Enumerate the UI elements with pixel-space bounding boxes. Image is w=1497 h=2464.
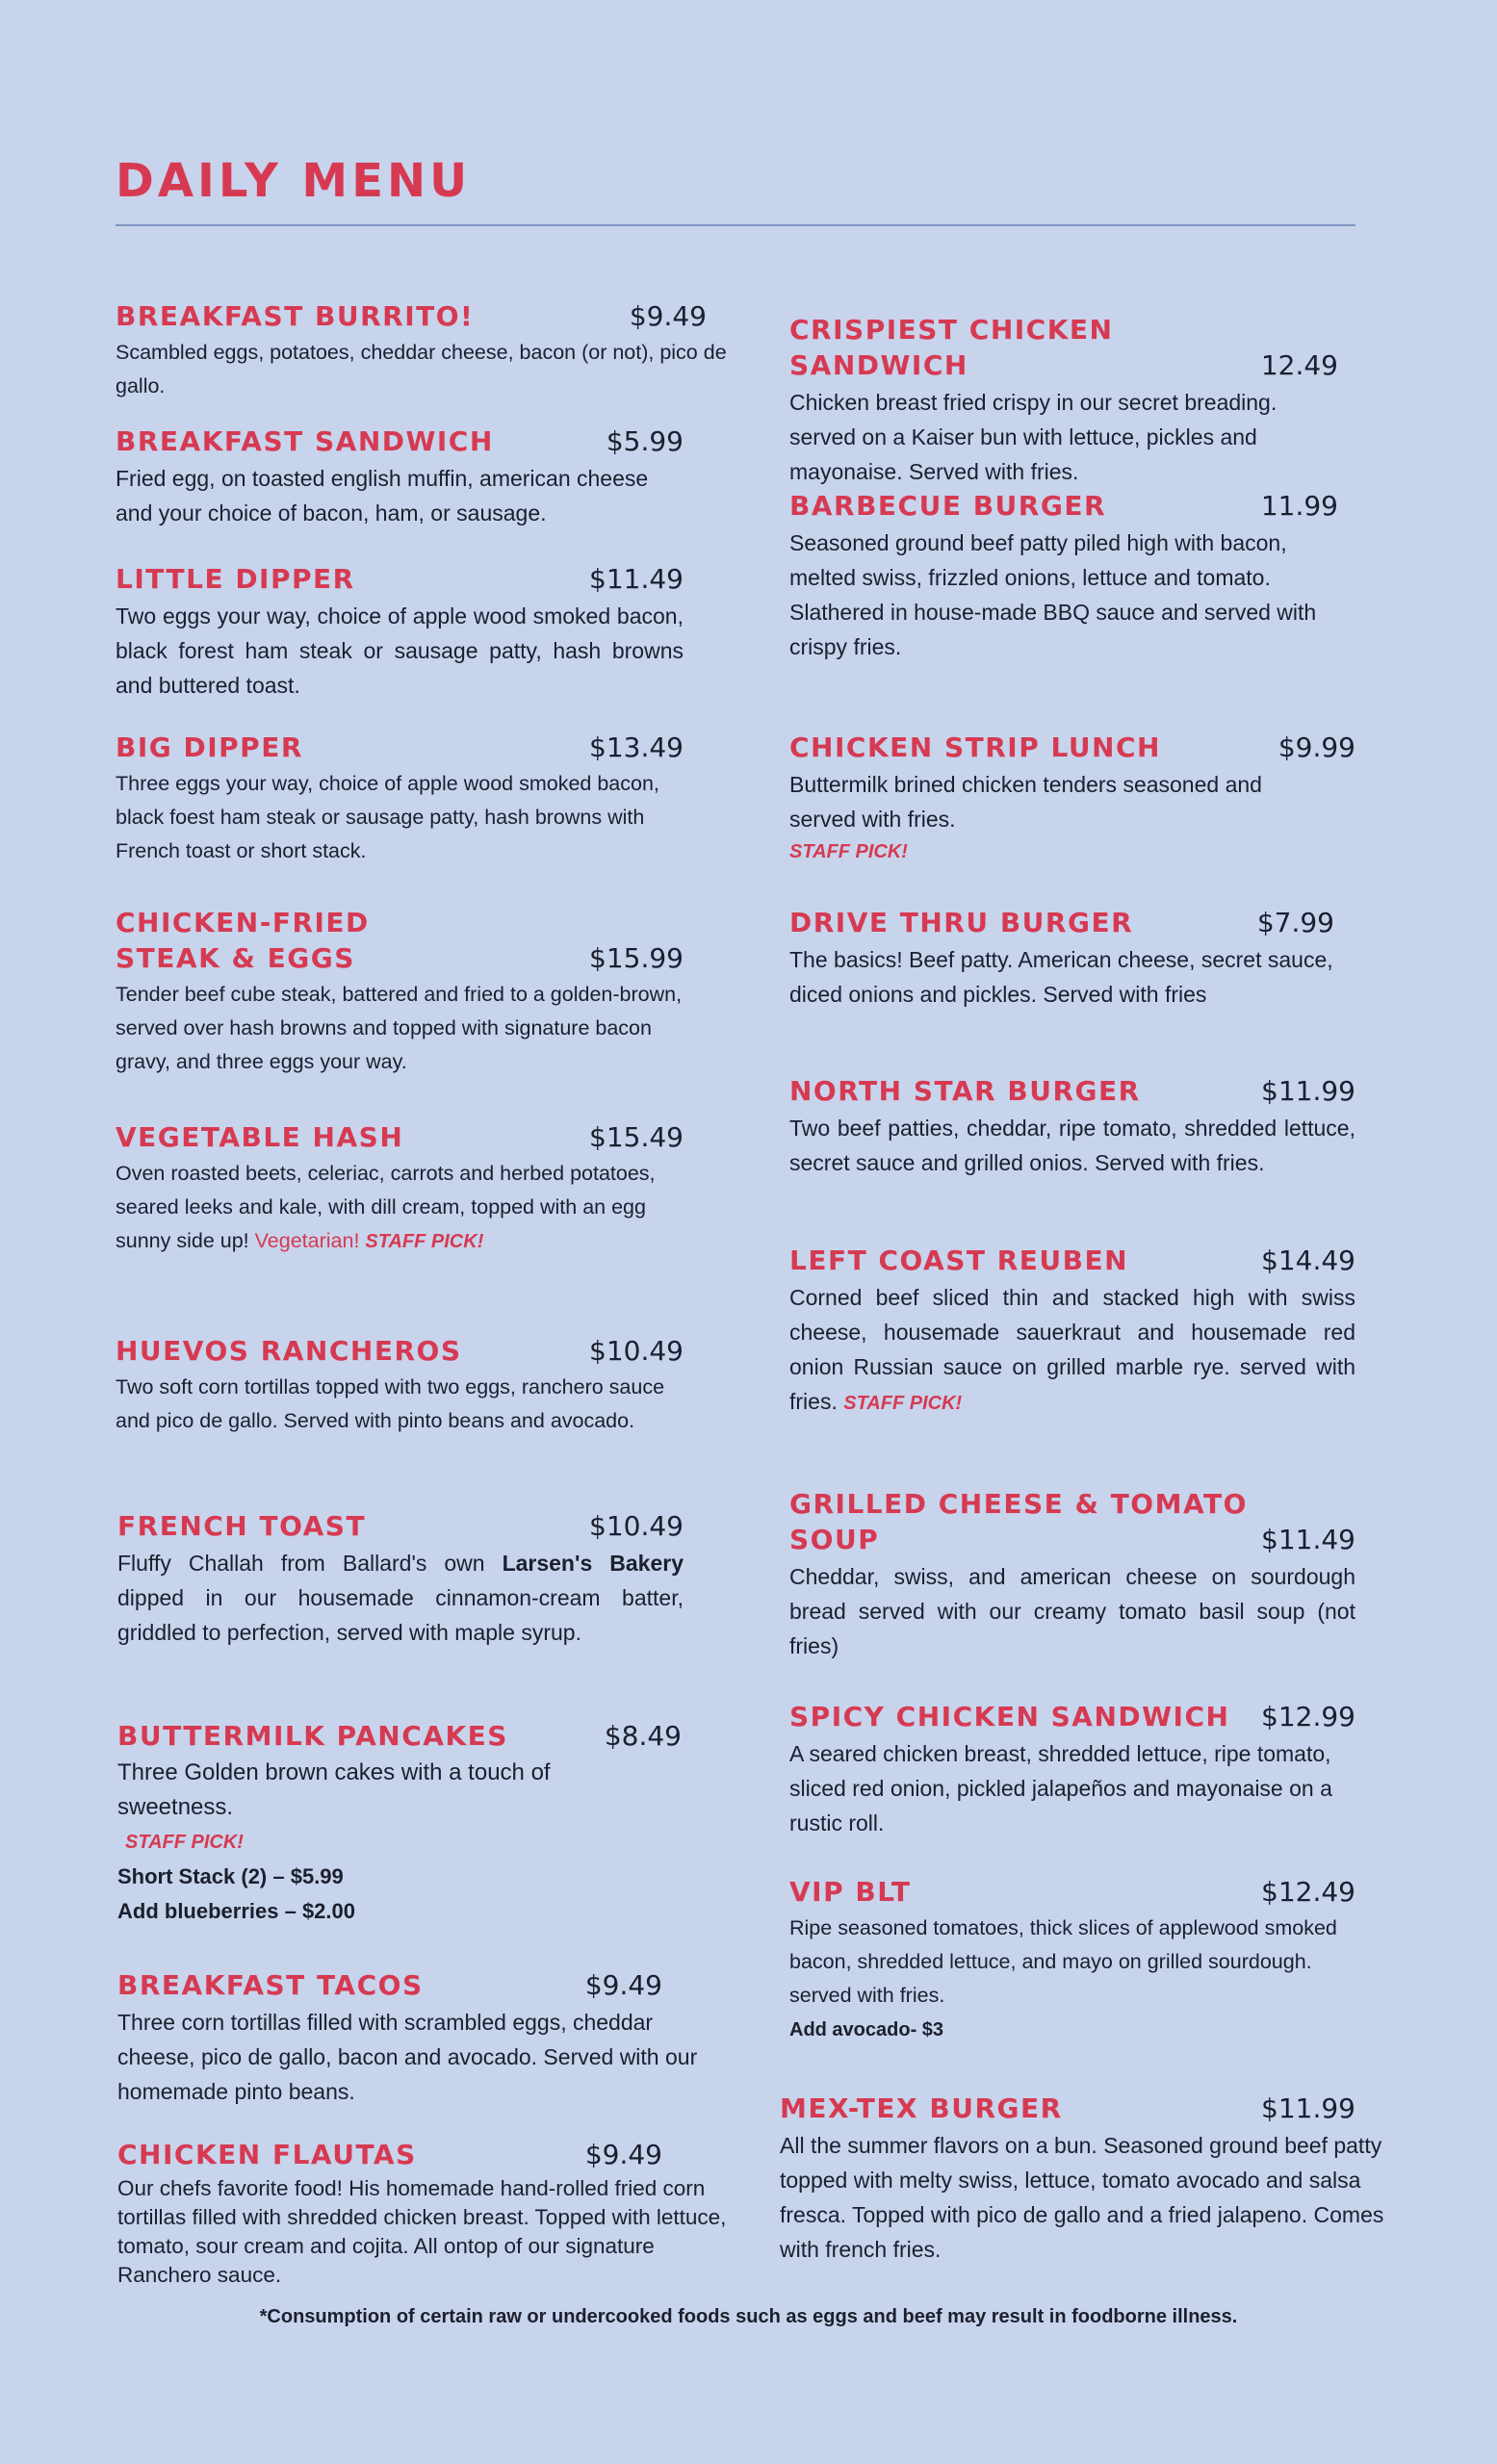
item-name: BARBECUE BURGER — [789, 490, 1107, 522]
avocado-addon: Add avocado- $3 — [789, 2019, 944, 2040]
item-name-line1: CHICKEN-FRIED — [116, 907, 370, 938]
item-price: $13.49 — [589, 732, 684, 763]
item-name: BREAKFAST SANDWICH — [116, 425, 494, 457]
item-price: 12.49 — [1260, 349, 1338, 381]
item-description: Three corn tortillas filled with scrambled eggs, cheddar cheese, pico de gallo, bacon and avocado. Served with our homemade pinto beans. — [117, 2010, 698, 2104]
item-description: Two beef patties, cheddar, ripe tomato, shredded lettuce, secret sauce and grilled onios. Served with fries. — [789, 1116, 1355, 1175]
item-name: FRENCH TOAST — [117, 1510, 367, 1542]
item-price: $9.99 — [1278, 732, 1355, 763]
item-name: VIP BLT — [789, 1876, 912, 1908]
staff-pick-badge: STAFF PICK! — [843, 1393, 963, 1414]
item-description: Seasoned ground beef patty piled high with bacon, melted swiss, frizzled onions, lettuce and tomato. Slathered in house-made BBQ sauce and served with crispy fries. — [789, 530, 1317, 659]
item-name: SPICY CHICKEN SANDWICH — [789, 1701, 1230, 1732]
item-price: 11.99 — [1260, 490, 1338, 522]
menu-title: DAILY MENU — [116, 154, 472, 208]
item-price: $5.99 — [606, 425, 684, 457]
menu-item-mex-tex-burger — [780, 2091, 1413, 2267]
item-name: CRISPIEST CHICKEN SANDWICH — [789, 314, 1114, 381]
menu-item-vip-blt — [789, 1874, 1355, 2047]
food-safety-disclaimer: *Consumption of certain raw or undercooked foods such as eggs and beef may result in foodborne illness. — [259, 2306, 1238, 2327]
item-description: The basics! Beef patty. American cheese, secret sauce, diced onions and pickles. Served with fries — [789, 947, 1333, 1007]
menu-item-crispiest-chicken — [789, 312, 1338, 489]
item-name: BIG DIPPER — [116, 732, 303, 763]
item-description — [117, 1546, 684, 1650]
menu-item-north-star-burger — [789, 1073, 1355, 1180]
blueberries-option: Add blueberries – $2.00 — [117, 1899, 355, 1923]
item-price: $10.49 — [589, 1335, 684, 1367]
menu-item-barbecue-burger — [789, 488, 1355, 664]
item-description — [789, 1280, 1355, 1421]
item-price: $15.49 — [589, 1121, 684, 1153]
item-price: $15.99 — [589, 942, 684, 974]
item-price: $11.49 — [1261, 1524, 1355, 1555]
item-description — [116, 1157, 684, 1259]
item-name: VEGETABLE HASH — [116, 1121, 404, 1153]
item-description: Three eggs your way, choice of apple wood smoked bacon, black foest ham steak or sausage patty, hash browns with French toast or short stack. — [116, 772, 659, 862]
menu-item-drive-thru-burger — [789, 905, 1355, 1012]
menu-item-french-toast — [117, 1508, 684, 1650]
item-name: MEX-TEX BURGER — [780, 2092, 1063, 2124]
item-description: Fried egg, on toasted english muffin, american cheese and your choice of bacon, ham, or sausage. — [116, 466, 649, 526]
item-name-line2: STEAK & EGGS — [116, 942, 355, 974]
item-name: HUEVOS RANCHEROS — [116, 1335, 462, 1367]
item-name: CHICKEN FLAUTAS — [117, 2139, 417, 2170]
menu-item-buttermilk-pancakes — [117, 1718, 684, 1929]
item-price: $11.49 — [589, 563, 684, 595]
item-name: BREAKFAST TACOS — [117, 1969, 424, 2001]
description-text: Fluffy Challah from Ballard's own — [117, 1551, 503, 1576]
item-description: A seared chicken breast, shredded lettuce, ripe tomato, sliced red onion, pickled jalapeños and mayonaise on a rustic roll. — [789, 1741, 1332, 1835]
description-text: Corned beef sliced thin and stacked high with swiss cheese, housemade sauerkraut and housemade red onion Russian sauce on grilled marble rye. served with fries. — [789, 1285, 1355, 1414]
item-name: BREAKFAST BURRITO! — [116, 300, 475, 332]
menu-item-breakfast-tacos — [117, 1967, 707, 2109]
item-description: Scambled eggs, potatoes, cheddar cheese, bacon (or not), pico de gallo. — [116, 341, 727, 398]
item-name: NORTH STAR BURGER — [789, 1075, 1141, 1107]
menu-item-chicken-fried-steak — [116, 905, 684, 1079]
item-name: DRIVE THRU BURGER — [789, 907, 1134, 938]
item-description: Buttermilk brined chicken tenders seasoned and served with fries. — [789, 772, 1262, 832]
menu-item-grilled-cheese — [789, 1486, 1355, 1663]
menu-item-big-dipper — [116, 730, 684, 868]
item-description: Chicken breast fried crispy in our secret breading. served on a Kaiser bun with lettuce, pickles and mayonaise. Served with fries. — [789, 390, 1278, 484]
item-name: GRILLED CHEESE & TOMATO SOUP — [789, 1488, 1248, 1555]
menu-item-breakfast-burrito — [116, 298, 770, 403]
item-price: $8.49 — [604, 1720, 682, 1752]
item-name: LEFT COAST REUBEN — [789, 1245, 1129, 1276]
item-description: Tender beef cube steak, battered and fried to a golden-brown, served over hash browns and topped with signature bacon gravy, and three eggs your way. — [116, 983, 683, 1073]
menu-item-vegetable-hash — [116, 1119, 684, 1259]
vegetarian-label: Vegetarian! — [254, 1229, 360, 1252]
staff-pick-badge: STAFF PICK! — [125, 1832, 244, 1853]
item-price: $12.49 — [1261, 1876, 1355, 1908]
item-price: $10.49 — [589, 1510, 684, 1542]
menu-item-huevos-rancheros — [116, 1333, 684, 1438]
item-price: $9.49 — [584, 1969, 662, 2001]
description-text-cont: dipped in our housemade cinnamon-cream batter, griddled to perfection, served with maple syrup. — [117, 1585, 684, 1645]
item-price: $11.99 — [1261, 1075, 1355, 1107]
bakery-name: Larsen's Bakery — [502, 1551, 684, 1576]
item-description: Two soft corn tortillas topped with two eggs, ranchero sauce and pico de gallo. Served with pinto beans and avocado. — [116, 1375, 665, 1432]
menu-item-little-dipper — [116, 561, 684, 703]
short-stack-option: Short Stack (2) – $5.99 — [117, 1864, 344, 1888]
item-price: $9.49 — [584, 2139, 662, 2170]
description-text: Oven roasted beets, celeriac, carrots and herbed potatoes, seared leeks and kale, with dill cream, topped with an egg sunny side up! — [116, 1162, 656, 1252]
menu-item-chicken-flautas — [117, 2137, 734, 2290]
item-price: $11.99 — [1261, 2092, 1355, 2124]
staff-pick-badge: STAFF PICK! — [789, 841, 908, 862]
menu-item-breakfast-sandwich — [116, 424, 684, 530]
item-name: BUTTERMILK PANCAKES — [117, 1720, 508, 1752]
item-price: $14.49 — [1261, 1245, 1355, 1276]
menu-item-spicy-chicken-sandwich — [789, 1699, 1355, 1840]
item-description: Two eggs your way, choice of apple wood smoked bacon, black forest ham steak or sausage patty, hash browns and buttered toast. — [116, 603, 684, 698]
item-description: Cheddar, swiss, and american cheese on sourdough bread served with our creamy tomato basil soup (not fries) — [789, 1564, 1355, 1658]
title-divider — [116, 224, 1355, 226]
staff-pick-badge: STAFF PICK! — [365, 1231, 484, 1252]
item-name: LITTLE DIPPER — [116, 563, 355, 595]
item-price: $7.99 — [1256, 907, 1334, 938]
menu-item-chicken-strip-lunch — [789, 730, 1355, 867]
item-description: Our chefs favorite food! His homemade hand-rolled fried corn tortillas filled with shredded chicken breast. Topped with lettuce, tomato, sour cream and cojita. All ontop of our signature Ranchero sauce. — [117, 2176, 727, 2287]
item-description: Ripe seasoned tomatoes, thick slices of applewood smoked bacon, shredded lettuce, and mayo on grilled sourdough. served with fries. — [789, 1916, 1337, 2007]
item-name: CHICKEN STRIP LUNCH — [789, 732, 1161, 763]
item-price: $9.49 — [629, 300, 707, 332]
menu-item-left-coast-reuben — [789, 1243, 1355, 1421]
item-description: All the summer flavors on a bun. Seasoned ground beef patty topped with melty swiss, lettuce, tomato avocado and salsa fresca. Topped with pico de gallo and a fried jalapeno. Comes with french fries. — [780, 2133, 1384, 2262]
item-description: Three Golden brown cakes with a touch of sweetness. — [117, 1759, 551, 1820]
item-price: $12.99 — [1261, 1701, 1355, 1732]
